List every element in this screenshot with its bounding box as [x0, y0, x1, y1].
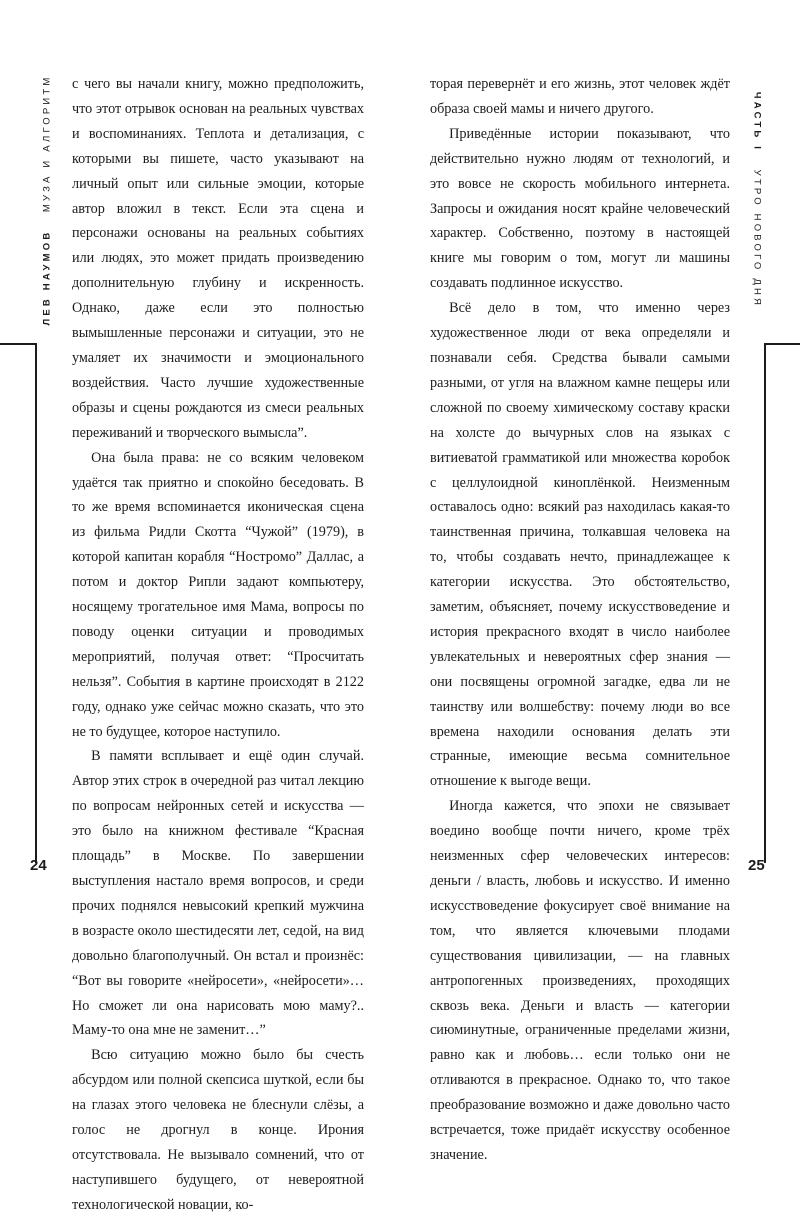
left-text-column [72, 72, 364, 1218]
page-number-left: 24 [30, 857, 47, 874]
part-label: ЧАСТЬ I [751, 91, 763, 153]
paragraph: Всё дело в том, что именно через художественное люди от века определяли и познавали себя. Средства бывали самыми разными, от угля на влажном камне пещеры или сложной по своему химическому составу краски на холсте до вычурных слов на языках с витиеватой грамматикой или множества коробок с целлулоидной киноплёнкой. Неизменным оставалось одно: всякий раз находилась какая-то таинственная причина, толкавшая человека на то, чтобы создавать нечто, принадлежащее к категории искусства. Это обстоятельство, заметим, объясняет, почему искусствоведение и история прекрасного входят в число наиболее увлекательных и невероятных сфер знания — они посвящены огромной загадке, едва ли не таинству или волшебству: почему люди во все времена находили основания делать эти странные, имеющие весьма сомнительное отношение к выгоде вещи. [430, 300, 730, 790]
paragraph: Она была права: не со всяким человеком удаётся так приятно и спокойно беседовать. В то же время вспоминается иконическая сцена из фильма Ридли Скотта “Чужой” (1979), в которой капитан корабля “Ностромо” Даллас, а потом и доктор Рипли задают компьютеру, носящему трогательное имя Мама, вопросы по поводу оценки ситуации и проводимых мероприятий, получая ответ: “Просчитать нельзя”. События в картине происходят в 2122 году, однако уже сейчас можно сказать, что это не то будущее, которое наступило. [72, 449, 364, 740]
author-name: ЛЕВ НАУМОВ [41, 229, 53, 326]
right-running-head [752, 92, 763, 308]
paragraph: В памяти всплывает и ещё один случай. Автор этих строк в очередной раз читал лекцию по вопросам нейронных сетей и искусства — это было на книжном фестивале “Красная площадь” в Москве. По завершении выступления настало время вопросов, и среди прочих поднялся невысокий крепкий мужчина в возрасте около шестидесяти лет, седой, на вид довольно благополучный. Он встал и произнёс: “Вот вы говорите «нейросети», «нейросети»… Но сможет ли она нарисовать мою маму?.. Маму-то она мне не заменит…” [72, 748, 364, 1039]
right-rule-horizontal [764, 343, 800, 345]
paragraph: с чего вы начали книгу, можно предположить, что этот отрывок основан на реальных чувствах и воспоминаниях. Теплота и детализация, с которыми вы пишете, часто указывают на личный опыт или сильные эмоции, которые автор вложил в текст. Если эта сцена и персонажи основаны на реальных событиях или людях, это может придать произведению дополнительную глубину и искренность. Однако, даже если это полностью вымышленные персонажи и ситуации, это не умаляет их значимости и эмоционального воздействия. Часто лучшие художественные образы и сцены рождаются из смеси реальных переживаний и творческого вымысла”. [72, 76, 364, 441]
left-rule-vertical [35, 343, 37, 863]
book-title: МУЗА И АЛГОРИТМ [41, 74, 53, 213]
left-running-head [42, 74, 53, 325]
paragraph: торая перевернёт и его жизнь, этот человек ждёт образа своей мамы и ничего другого. [430, 76, 730, 117]
right-text-column [430, 72, 730, 1168]
left-rule-horizontal [0, 343, 36, 345]
paragraph: Иногда кажется, что эпохи не связывает воедино вообще почти ничего, кроме трёх неизменных сфер человеческих интересов: деньги / власть, любовь и искусство. И именно искусствоведение фокусирует своё внимание на том, что является ключевыми плодами существования цивилизации, — на главных антропогенных произведениях, проходящих сквозь века. Деньги и власть — категории сиюминутные, ограниченные пределами жизни, равно как и любовь… если только они не отливаются в прекрасное. Однако то, что такое преобразование возможно и даже довольно часто встречается, тоже придаёт искусству особенное значение. [430, 798, 730, 1163]
right-rule-vertical [764, 343, 766, 863]
paragraph: Всю ситуацию можно было бы счесть абсурдом или полной скепсиса шуткой, если бы на глазах этого человека не блеснули слёзы, а голос не дрогнул в конце. Ирония отсутствовала. Не вызывало сомнений, что от наступившего будущего, от невероятной технологической новации, ко- [72, 1047, 364, 1213]
paragraph: Приведённые истории показывают, что действительно нужно людям от технологий, и это вовсе не скорость мобильного интернета. Запросы и ожидания носят крайне человеческий характер. Собственно, поэтому в настоящей книге мы говорим о том, могут ли машины создавать подлинное искусство. [430, 125, 730, 292]
page-number-right: 25 [748, 857, 765, 874]
right-page [400, 0, 800, 1163]
part-title: УТРО НОВОГО ДНЯ [751, 169, 763, 309]
left-page [0, 0, 400, 1213]
